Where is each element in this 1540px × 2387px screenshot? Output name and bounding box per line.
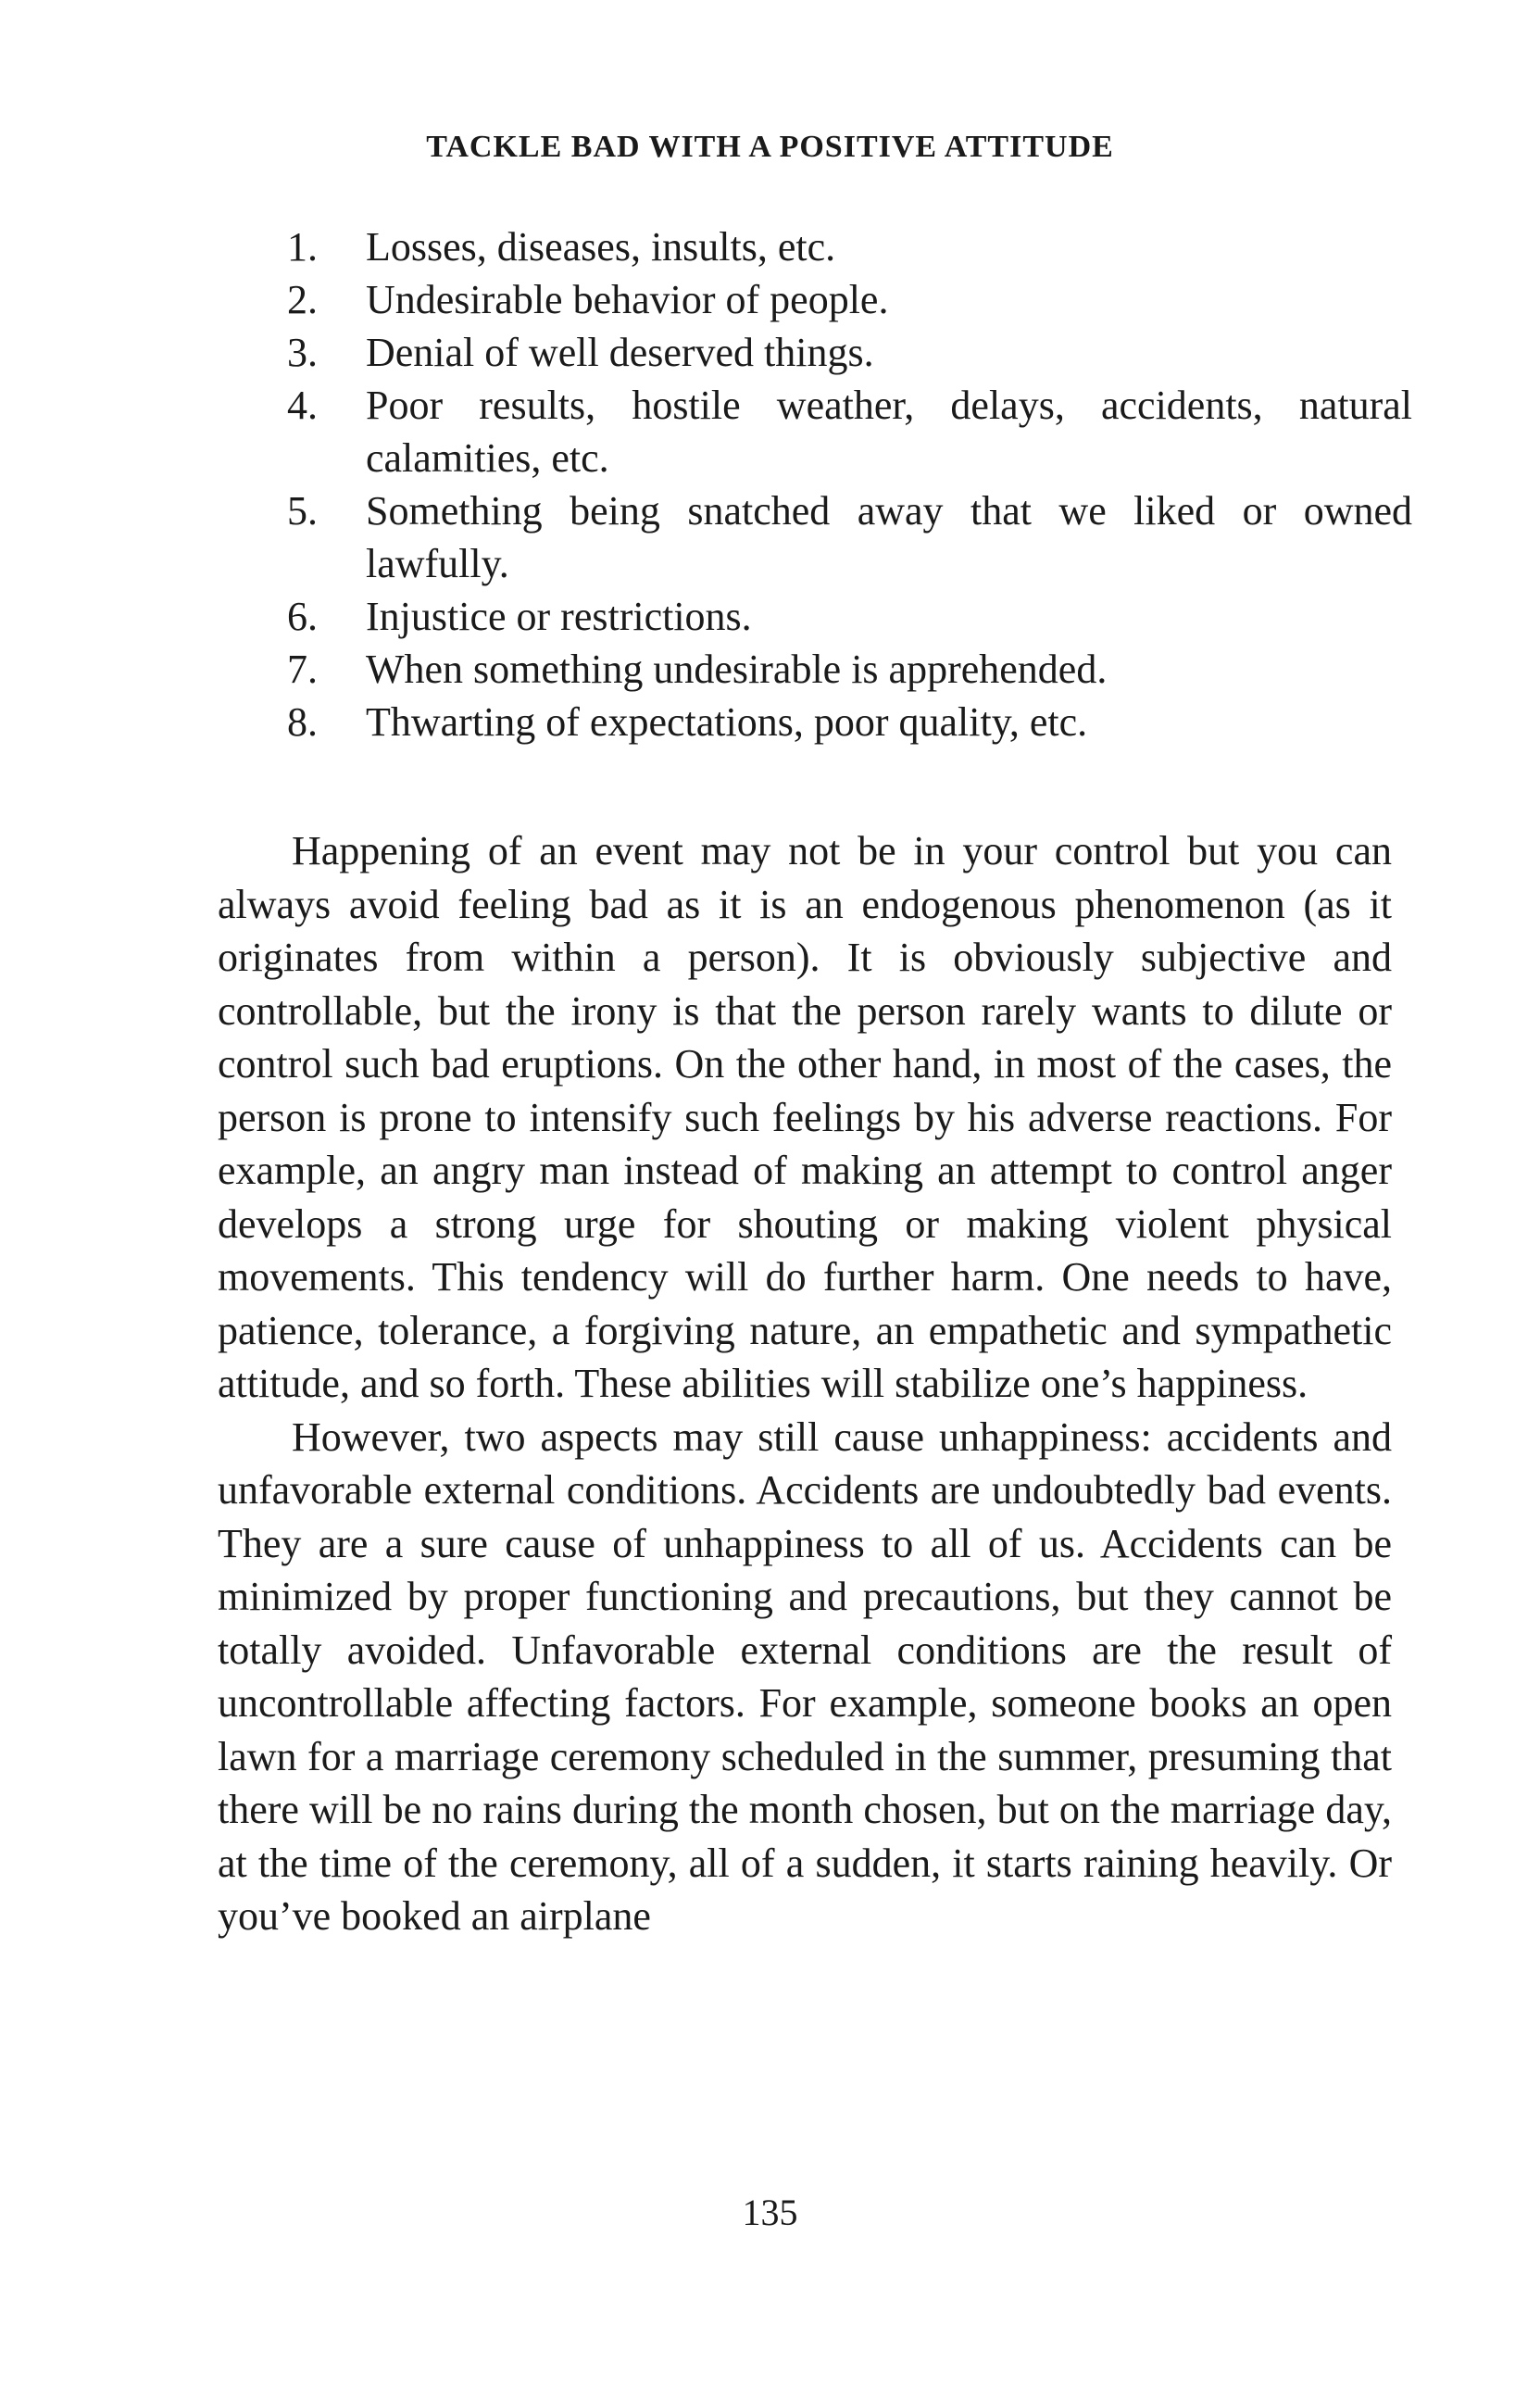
list-item-number: 6. (287, 594, 318, 639)
list-item (287, 379, 1412, 484)
list-item-text: When something undesirable is apprehended. (366, 647, 1108, 692)
causes-list (287, 220, 1412, 748)
body-text (218, 824, 1392, 1943)
list-item-text: Undesirable behavior of people. (366, 277, 889, 322)
paragraph: Happening of an event may not be in your control but you can always avoid feeling bad as it is an endogenous phenomenon (as it originates from within a person). It is obviously subjective and controllable, but the irony is that the person rarely wants to dilute or control such bad eruptions. On the other hand, in most of the cases, the person is prone to intensify such feelings by his adverse reactions. For example, an angry man instead of making an attempt to control anger develops a strong urge for shouting or making violent physical movements. This tendency will do further harm. One needs to have, patience, tolerance, a forgiving nature, an empathetic and sympathetic attitude, and so forth. These abilities will stabilize one’s happiness. (218, 828, 1392, 1406)
list-item (287, 273, 1412, 326)
list-item-number: 5. (287, 488, 318, 534)
list-item-text: Losses, diseases, insults, etc. (366, 224, 836, 270)
list-item (287, 326, 1412, 379)
list-item (287, 696, 1412, 748)
list-item (287, 484, 1412, 590)
list-item (287, 643, 1412, 696)
list-item-number: 4. (287, 383, 318, 428)
list-item-text: Thwarting of expectations, poor quality, etc. (366, 699, 1088, 745)
list-item-number: 3. (287, 330, 318, 375)
list-item-text: Poor results, hostile weather, delays, accidents, natural calamities, etc. (366, 383, 1412, 481)
list-item-text: Denial of well deserved things. (366, 330, 874, 375)
list-item (287, 220, 1412, 273)
list-item-text: Something being snatched away that we liked or owned lawfully. (366, 488, 1412, 586)
page-number: 135 (742, 2192, 798, 2233)
list-item-text: Injustice or restrictions. (366, 594, 752, 639)
list-item-number: 8. (287, 699, 318, 745)
paragraph: However, two aspects may still cause unhappiness: accidents and unfavorable external conditions. Accidents are undoubtedly bad events. They are a sure cause of unhappiness to all of us. Accidents can be minimized by proper functioning and precautions, but they cannot be totally avoided. Unfavorable external conditions are the result of uncontrollable affecting factors. For example, someone books an open lawn for a marriage ceremony scheduled in the summer, presuming that there will be no rains during the month chosen, but on the marriage day, at the time of the ceremony, all of a sudden, it starts raining heavily. Or you’ve booked an airplane (218, 1413, 1392, 1939)
list-item-number: 7. (287, 647, 318, 692)
list-item-number: 1. (287, 224, 318, 270)
running-head: TACKLE BAD WITH A POSITIVE ATTITUDE (426, 130, 1114, 164)
list-item-number: 2. (287, 277, 318, 322)
list-item (287, 590, 1412, 643)
